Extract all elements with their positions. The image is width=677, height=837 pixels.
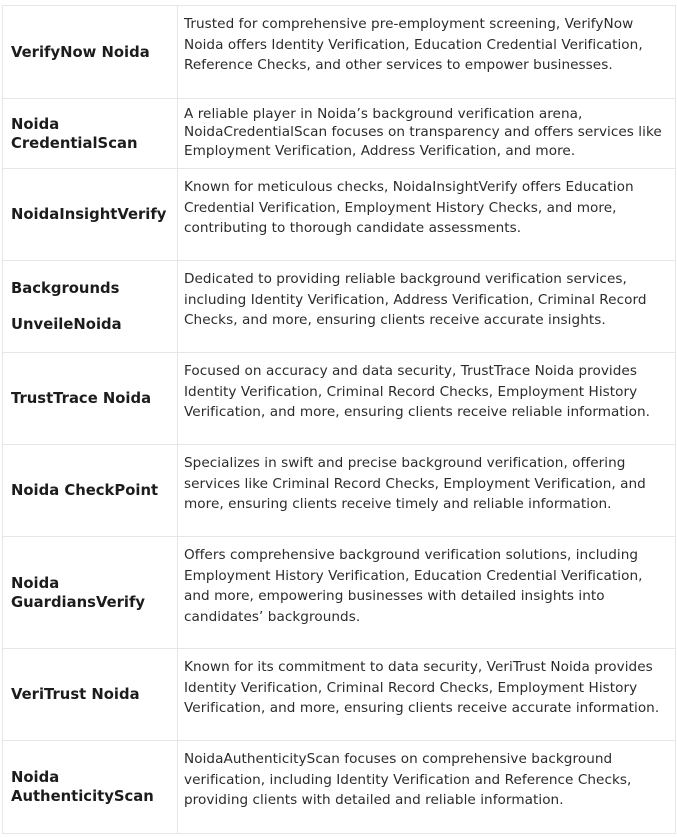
table-row: [3, 445, 676, 537]
table-row: [3, 261, 676, 353]
company-name: [3, 6, 178, 99]
company-description: Dedicated to providing reliable background verification services, including Identity Verification, Address Verification, Criminal Record Checks, and more, ensuring clients receive accurate insights.: [178, 261, 676, 353]
company-name: [3, 741, 178, 834]
company-name-line: Noida: [11, 769, 60, 786]
verification-companies-table: [2, 5, 676, 834]
company-name: [3, 99, 178, 169]
company-description: Trusted for comprehensive pre-employment screening, VerifyNow Noida offers Identity Verification, Education Credential Verification, Reference Checks, and other services to empower businesses.: [178, 6, 676, 99]
company-name-line: CredentialScan: [11, 134, 138, 152]
table-row: [3, 649, 676, 741]
company-description: Known for its commitment to data security, VeriTrust Noida provides Identity Verification, Criminal Record Checks, Employment History Verification, and more, ensuring clients receive accurate information.: [178, 649, 676, 741]
company-description: Specializes in swift and precise background verification, offering services like Criminal Record Checks, Employment Verification, and more, ensuring clients receive timely and reliable information.: [178, 445, 676, 537]
company-name-line: NoidaInsightVerify: [11, 206, 167, 223]
company-description: A reliable player in Noida’s background verification arena, NoidaCredentialScan focuses on transparency and offers services like Employment Verification, Address Verification, and more.: [178, 99, 676, 169]
company-name-line: Backgrounds: [11, 280, 120, 297]
company-name: [3, 261, 178, 353]
company-name: [3, 649, 178, 741]
company-name: [3, 169, 178, 261]
company-name-line: Noida: [11, 574, 60, 592]
company-name-line: GuardiansVerify: [11, 593, 146, 611]
company-name-line: TrustTrace Noida: [11, 390, 152, 407]
company-name-line: VerifyNow Noida: [11, 43, 150, 61]
table-row: [3, 741, 676, 834]
table-row: [3, 353, 676, 445]
company-description: Focused on accuracy and data security, TrustTrace Noida provides Identity Verification, Criminal Record Checks, Employment History Verification, and more, ensuring clients receive reliable information.: [178, 353, 676, 445]
table-row: [3, 169, 676, 261]
company-description: Offers comprehensive background verification solutions, including Employment History Verification, Education Credential Verification, and more, empowering businesses with detailed insights into candidates’ backgrounds.: [178, 537, 676, 649]
table-row: [3, 6, 676, 99]
table-row: [3, 99, 676, 169]
company-description: Known for meticulous checks, NoidaInsightVerify offers Education Credential Verification, Employment History Checks, and more, contributing to thorough candidate assessments.: [178, 169, 676, 261]
company-name-line: Noida CheckPoint: [11, 482, 159, 499]
company-name: [3, 537, 178, 649]
company-name-line: Noida: [11, 115, 60, 133]
company-name-line: VeriTrust Noida: [11, 686, 140, 703]
company-name: [3, 445, 178, 537]
table-row: [3, 537, 676, 649]
spacer: [11, 298, 169, 315]
company-name: [3, 353, 178, 445]
company-name-line: UnveileNoida: [11, 316, 122, 333]
company-description: NoidaAuthenticityScan focuses on comprehensive background verification, including Identity Verification and Reference Checks, providing clients with detailed and reliable information.: [178, 741, 676, 834]
company-name-line: AuthenticityScan: [11, 788, 154, 805]
